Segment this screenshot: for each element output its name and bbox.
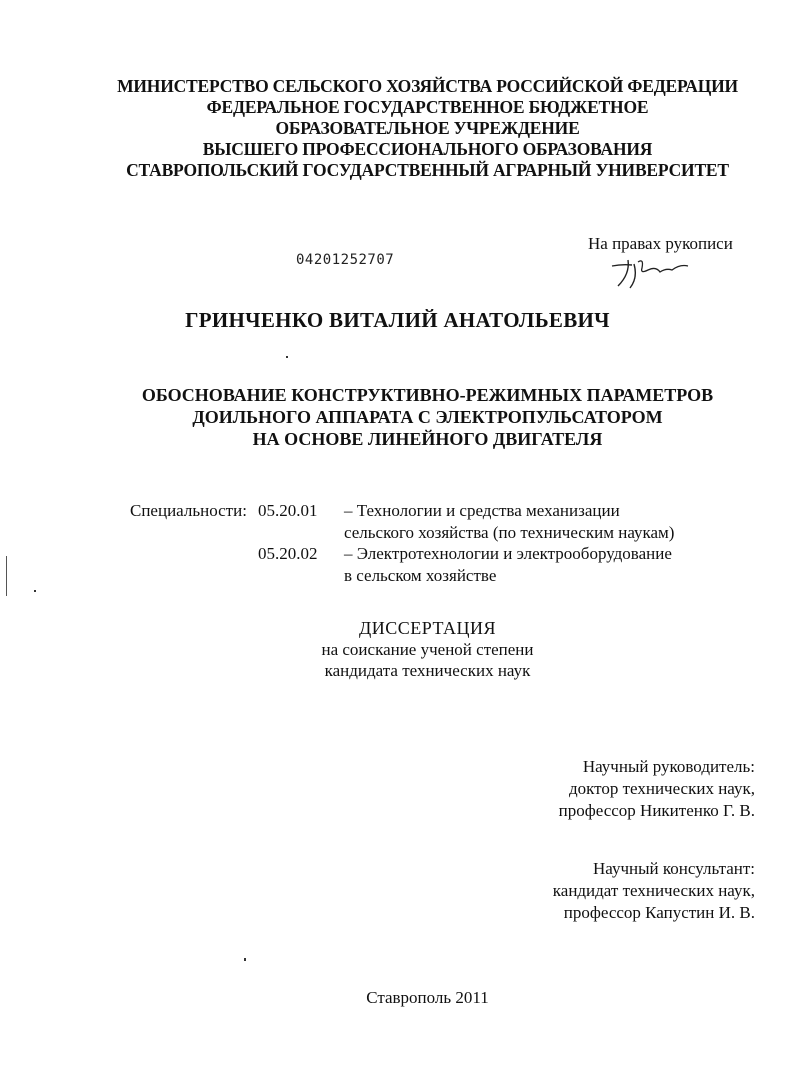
specialty-text-1-cont: сельского хозяйства (по техническим наукам)	[344, 522, 675, 542]
title-line-1: ОБОСНОВАНИЕ КОНСТРУКТИВНО-РЕЖИМНЫХ ПАРАМЕТРОВ	[141, 385, 714, 405]
supervisor-name: профессор Никитенко Г. В.	[558, 801, 755, 820]
specialty-row-2	[130, 543, 674, 565]
consultant-role: Научный консультант:	[593, 859, 755, 878]
header-line-federal: ФЕДЕРАЛЬНОЕ ГОСУДАРСТВЕННОЕ БЮДЖЕТНОЕ	[206, 97, 649, 117]
speck-mark	[286, 356, 288, 358]
title-line-2: ДОИЛЬНОГО АППАРАТА С ЭЛЕКТРОПУЛЬСАТОРОМ	[192, 407, 663, 427]
supervisor-degree: доктор технических наук,	[568, 779, 755, 798]
consultant-block	[553, 858, 755, 924]
specialty-text-2-cont: в сельском хозяйстве	[344, 565, 497, 585]
dissertation-block	[0, 618, 795, 681]
specialty-code-2: 05.20.02	[258, 544, 318, 563]
specialty-text-2: – Электротехнологии и электрооборудование	[344, 544, 672, 563]
specialty-row-1	[130, 500, 674, 522]
signature-image	[608, 254, 692, 294]
supervisor-block	[559, 756, 755, 822]
institution-header	[60, 76, 795, 181]
rights-text: На правах рукописи	[588, 234, 733, 253]
header-line-higher: ВЫСШЕГО ПРОФЕССИОНАЛЬНОГО ОБРАЗОВАНИЯ	[202, 139, 653, 159]
specialty-code-1: 05.20.01	[258, 501, 318, 520]
specialty-text-1: – Технологии и средства механизации	[344, 501, 620, 520]
title-line-3: НА ОСНОВЕ ЛИНЕЙНОГО ДВИГАТЕЛЯ	[252, 429, 603, 449]
consultant-name: профессор Капустин И. В.	[563, 903, 755, 922]
supervisor-role: Научный руководитель:	[582, 757, 755, 776]
author-name: ГРИНЧЕНКО ВИТАЛИЙ АНАТОЛЬЕВИЧ	[185, 308, 610, 332]
speck-mark	[34, 590, 36, 592]
speck-mark	[244, 958, 246, 961]
dissertation-title	[40, 384, 795, 450]
specialties-label: Специальности:	[130, 501, 247, 520]
dissertation-line-1: на соискание ученой степени	[321, 640, 534, 659]
header-line-ministry: МИНИСТЕРСТВО СЕЛЬСКОГО ХОЗЯЙСТВА РОССИЙСКОЙ ФЕДЕРАЦИИ	[117, 76, 738, 96]
consultant-degree: кандидат технических наук,	[552, 881, 755, 900]
header-line-university: СТАВРОПОЛЬСКИЙ ГОСУДАРСТВЕННЫЙ АГРАРНЫЙ УНИВЕРСИТЕТ	[126, 160, 729, 180]
specialties-block	[130, 500, 674, 586]
dissertation-line-2: кандидата технических наук	[324, 661, 531, 680]
city-year: Ставрополь 2011	[366, 988, 489, 1007]
header-line-educational: ОБРАЗОВАТЕЛЬНОЕ УЧРЕЖДЕНИЕ	[275, 118, 580, 138]
stamp-number: 04201252707	[296, 252, 395, 268]
dissertation-label: ДИССЕРТАЦИЯ	[358, 618, 497, 638]
margin-mark	[6, 556, 7, 596]
